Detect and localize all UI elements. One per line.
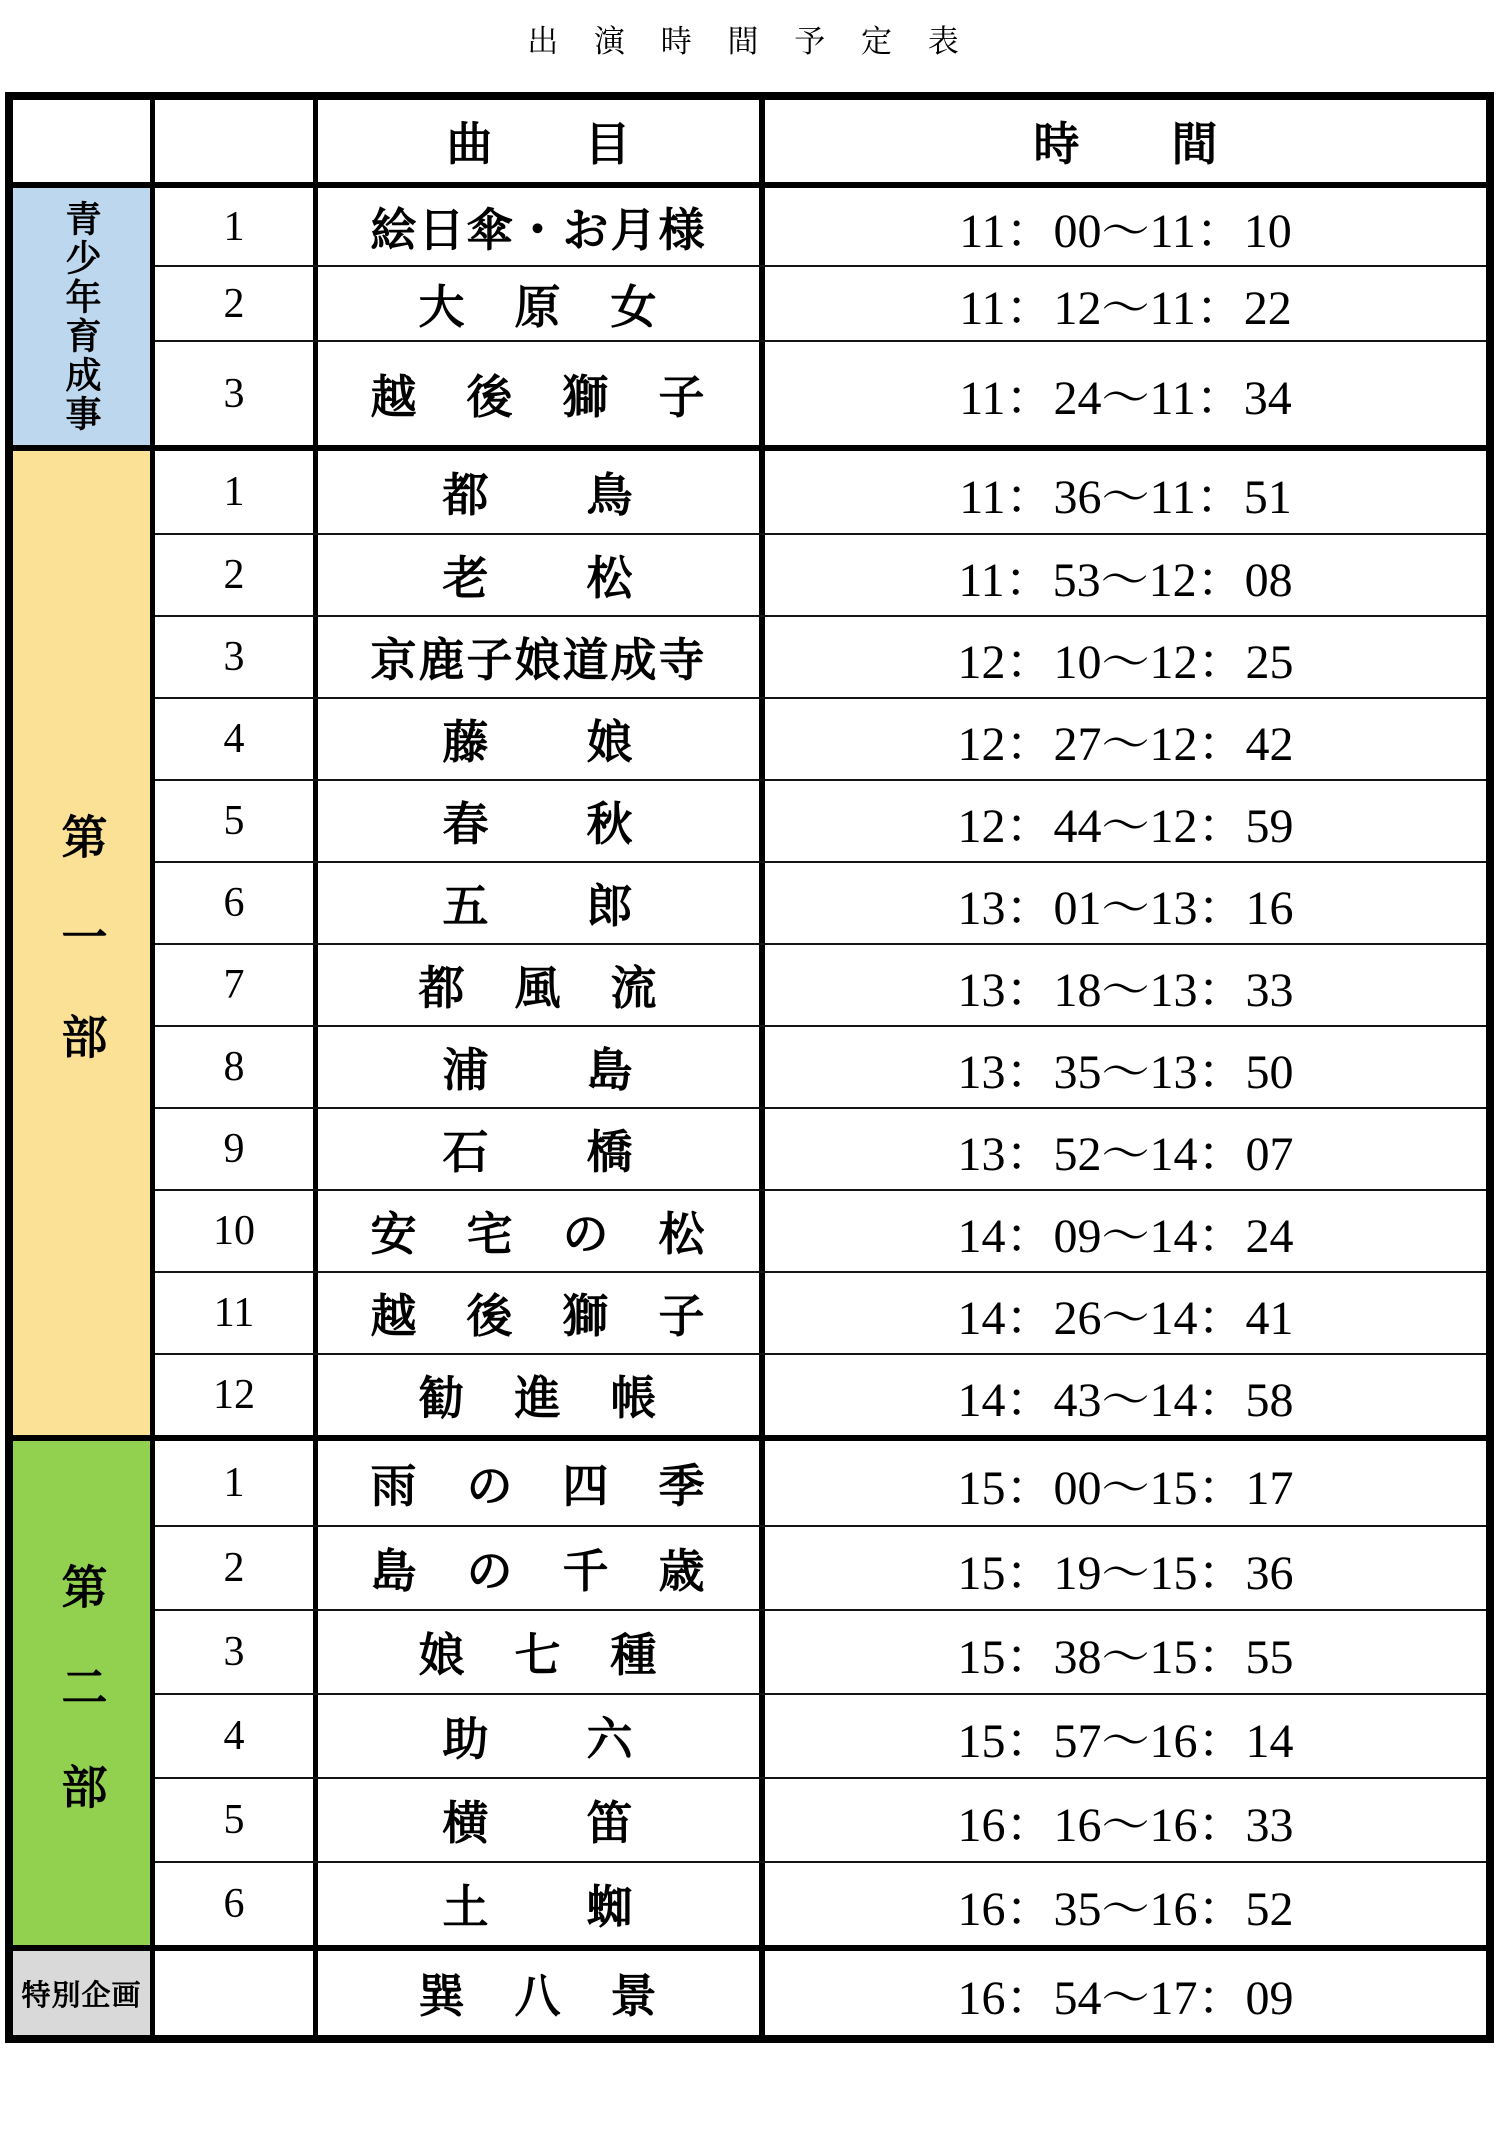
schedule-row	[155, 1189, 1486, 1271]
no-cell: 1	[155, 1441, 318, 1525]
no-cell: 2	[155, 1527, 318, 1609]
no-cell: 3	[155, 617, 318, 697]
no-cell: 9	[155, 1109, 318, 1189]
song-cell: 勧 進 帳	[318, 1355, 765, 1435]
song-cell: 浦 島	[318, 1027, 765, 1107]
no-cell: 2	[155, 267, 318, 340]
header-number-cell	[155, 100, 318, 182]
no-cell: 11	[155, 1273, 318, 1353]
schedule-row	[155, 533, 1486, 615]
schedule-row	[155, 1525, 1486, 1609]
song-cell: 娘 七 種	[318, 1611, 765, 1693]
song-cell: 春 秋	[318, 781, 765, 861]
schedule-row	[155, 1777, 1486, 1861]
song-cell: 巽 八 景	[318, 1951, 765, 2035]
time-cell: 11：24～11：34	[959, 372, 1292, 425]
song-cell: 京鹿子娘道成寺	[318, 617, 765, 697]
table-header-row	[13, 100, 1486, 188]
schedule-row	[155, 188, 1486, 265]
schedule-row	[155, 1025, 1486, 1107]
no-cell: 6	[155, 863, 318, 943]
schedule-row	[155, 1441, 1486, 1525]
song-cell: 横 笛	[318, 1779, 765, 1861]
section-rows-youth	[155, 188, 1486, 445]
no-cell: 4	[155, 699, 318, 779]
no-cell: 3	[155, 342, 318, 445]
song-cell: 大 原 女	[318, 267, 765, 340]
no-cell: 6	[155, 1863, 318, 1945]
time-cell: 13：01～13：16	[957, 881, 1294, 935]
section-rows-part1	[155, 451, 1486, 1435]
schedule-table	[5, 92, 1494, 2043]
time-cell: 12：44～12：59	[957, 799, 1294, 853]
time-cell: 15：00～15：17	[957, 1461, 1294, 1515]
song-cell: 絵日傘・お月様	[318, 188, 765, 265]
schedule-row	[155, 1693, 1486, 1777]
time-cell: 16：35～16：52	[957, 1882, 1294, 1936]
song-cell: 越 後 獅 子	[318, 1273, 765, 1353]
time-cell: 14：09～14：24	[957, 1209, 1294, 1263]
schedule-row	[155, 943, 1486, 1025]
schedule-row	[155, 1609, 1486, 1693]
section-part1	[13, 445, 1486, 1435]
header-corner-cell	[13, 100, 155, 182]
time-cell: 12：27～12：42	[957, 717, 1294, 771]
time-cell: 16：16～16：33	[957, 1798, 1294, 1852]
no-cell: 5	[155, 1779, 318, 1861]
song-cell: 越 後 獅 子	[318, 342, 765, 445]
time-cell: 14：26～14：41	[957, 1291, 1294, 1345]
section-label-youth: 青少年育成事	[13, 188, 155, 445]
section-label-part2: 第二部	[13, 1441, 155, 1945]
table-body	[13, 188, 1486, 2035]
schedule-row	[155, 615, 1486, 697]
song-cell: 雨 の 四 季	[318, 1441, 765, 1525]
no-cell: 10	[155, 1191, 318, 1271]
section-special	[13, 1945, 1486, 2035]
schedule-row	[155, 697, 1486, 779]
schedule-row	[155, 1353, 1486, 1435]
no-cell: 1	[155, 451, 318, 533]
song-cell: 五 郎	[318, 863, 765, 943]
time-cell: 13：18～13：33	[957, 963, 1294, 1017]
section-label-part1: 第一部	[13, 451, 155, 1435]
no-cell: 4	[155, 1695, 318, 1777]
song-cell: 安 宅 の 松	[318, 1191, 765, 1271]
section-youth	[13, 188, 1486, 445]
time-cell: 16：54～17：09	[957, 1971, 1294, 2025]
song-cell: 助 六	[318, 1695, 765, 1777]
time-cell: 14：43～14：58	[957, 1373, 1294, 1427]
song-cell: 藤 娘	[318, 699, 765, 779]
header-time-label: 時 間	[1033, 118, 1218, 170]
no-cell: 1	[155, 188, 318, 265]
section-rows-special	[155, 1951, 1486, 2035]
section-part2	[13, 1435, 1486, 1945]
time-cell: 13：52～14：07	[957, 1127, 1294, 1181]
no-cell: 7	[155, 945, 318, 1025]
schedule-row	[155, 1271, 1486, 1353]
schedule-row	[155, 861, 1486, 943]
schedule-row	[155, 1107, 1486, 1189]
song-cell: 石 橋	[318, 1109, 765, 1189]
song-cell: 島 の 千 歳	[318, 1527, 765, 1609]
song-cell: 都 風 流	[318, 945, 765, 1025]
section-label-special: 特別企画	[13, 1951, 155, 2035]
no-cell: 3	[155, 1611, 318, 1693]
no-cell: 2	[155, 535, 318, 615]
time-cell: 11：00～11：10	[959, 205, 1292, 258]
schedule-row	[155, 1861, 1486, 1945]
time-cell: 15：57～16：14	[957, 1714, 1294, 1768]
schedule-row	[155, 265, 1486, 340]
time-cell: 11：36～11：51	[959, 470, 1292, 524]
schedule-row	[155, 340, 1486, 445]
song-cell: 都 鳥	[318, 451, 765, 533]
time-cell: 15：38～15：55	[957, 1630, 1294, 1684]
schedule-row	[155, 451, 1486, 533]
time-cell: 12：10～12：25	[957, 635, 1294, 689]
time-cell: 11：53～12：08	[958, 553, 1293, 607]
song-cell: 老 松	[318, 535, 765, 615]
no-cell: 5	[155, 781, 318, 861]
section-rows-part2	[155, 1441, 1486, 1945]
no-cell: 8	[155, 1027, 318, 1107]
page-title: 出 演 時 間 予 定 表	[527, 24, 973, 59]
schedule-row	[155, 779, 1486, 861]
no-cell: 12	[155, 1355, 318, 1435]
no-cell	[155, 1951, 318, 2035]
time-cell: 15：19～15：36	[957, 1546, 1294, 1600]
time-cell: 13：35～13：50	[957, 1045, 1294, 1099]
schedule-row	[155, 1951, 1486, 2035]
song-cell: 土 蜘	[318, 1863, 765, 1945]
header-song-label: 曲 目	[318, 100, 765, 182]
time-cell: 11：12～11：22	[959, 282, 1292, 335]
